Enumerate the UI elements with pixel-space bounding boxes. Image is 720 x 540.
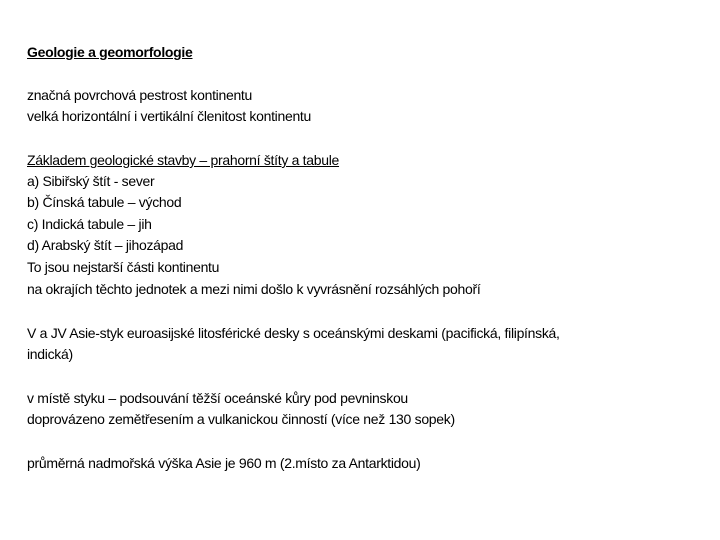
intro-line: značná povrchová pestrost kontinentu xyxy=(27,87,253,103)
intro-line: velká horizontální i vertikální členitost kontinentu xyxy=(27,108,312,124)
document-title: Geologie a geomorfologie xyxy=(27,44,193,60)
elevation-line: průměrná nadmořská výška Asie je 960 m (2.místo za Antarktidou) xyxy=(27,455,421,471)
structure-heading: Základem geologické stavby – prahorní štíty a tabule xyxy=(27,152,340,168)
structure-note: To jsou nejstarší části kontinentu xyxy=(27,259,220,275)
subduction-line: v místě styku – podsouvání těžší oceánské kůry pod pevninskou xyxy=(27,390,408,406)
structure-item: a) Sibiřský štít - sever xyxy=(27,173,155,189)
structure-item: c) Indická tabule – jih xyxy=(27,216,152,232)
plates-line: indická) xyxy=(27,346,73,362)
structure-item: b) Čínská tabule – východ xyxy=(27,194,182,210)
structure-note: na okrajích těchto jednotek a mezi nimi došlo k vyvrásnění rozsáhlých pohoří xyxy=(27,281,481,297)
subduction-line: doprovázeno zemětřesením a vulkanickou činností (více než 130 sopek) xyxy=(27,411,455,427)
plates-line: V a JV Asie-styk euroasijské litosférické desky s oceánskými deskami (pacifická, filipínská, xyxy=(27,325,560,341)
structure-item: d) Arabský štít – jihozápad xyxy=(27,237,184,253)
